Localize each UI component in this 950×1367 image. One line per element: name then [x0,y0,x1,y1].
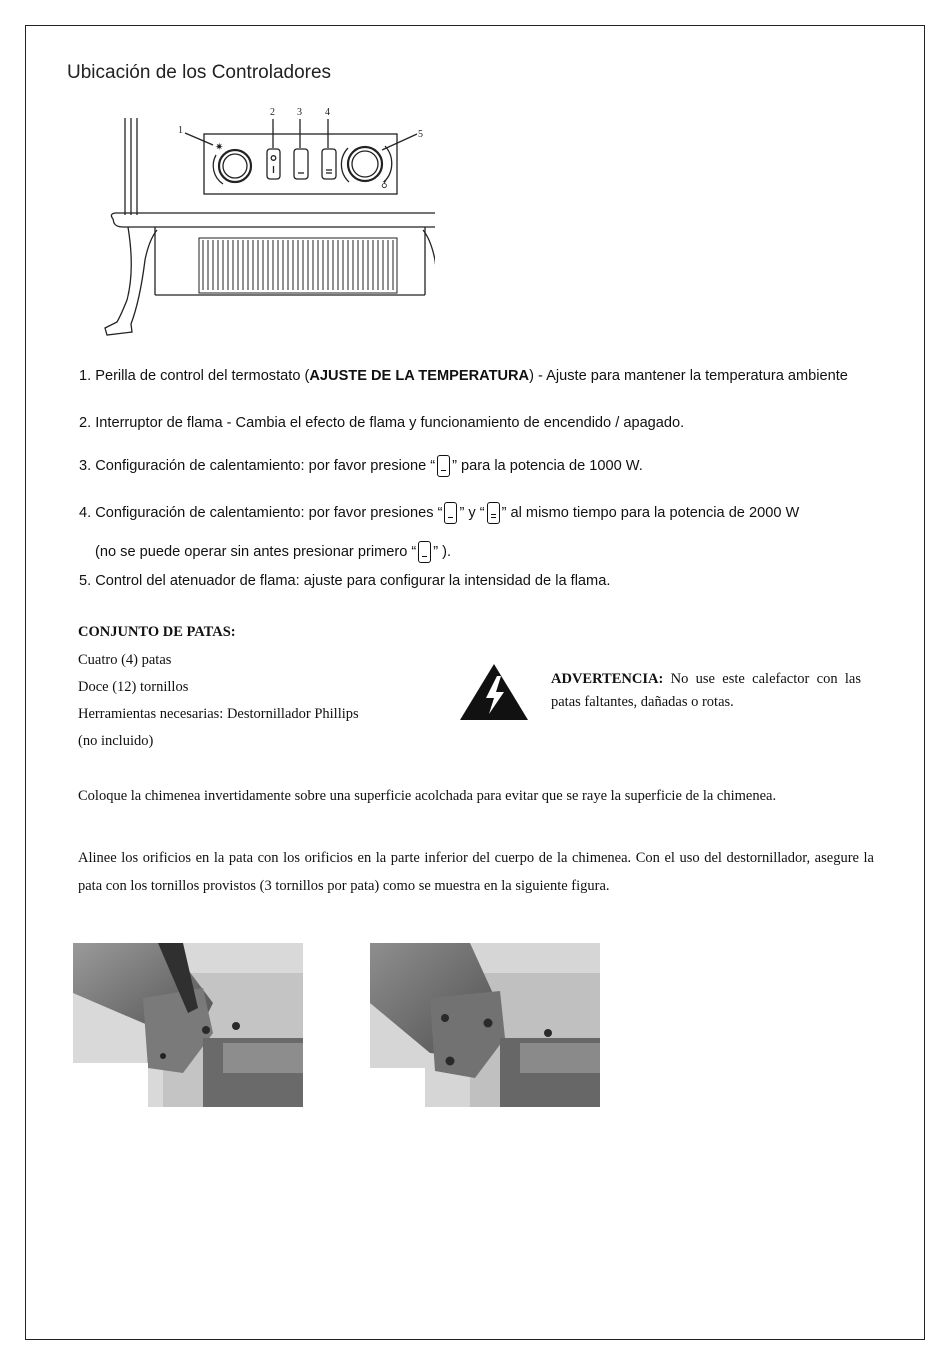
sun-icon: ✷ [215,142,224,153]
heat-button-1-icon [418,541,431,563]
legs-list-item: Doce (12) tornillos [78,679,189,695]
callout-1: 1 [178,125,183,136]
legs-list-item: (no incluido) [78,733,154,749]
item-5: 5. Control del atenuador de flama: ajuste para configurar la intensidad de la flama. [79,573,611,589]
legs-list-item: Cuatro (4) patas [78,652,172,668]
item-2: 2. Interruptor de flama - Cambia el efecto de flama y funcionamiento de encendido / apagado. [79,415,685,431]
item-1 [79,365,875,387]
item-4-text-after: ” al mismo tiempo para la potencia de 2000 W [501,505,800,521]
paragraph-1: Coloque la chimenea invertidamente sobre una superficie acolchada para evitar que se raye la superficie de la chimenea. [78,788,777,804]
item-4-text-middle: ” y “ [459,505,485,521]
callout-3: 3 [297,107,302,118]
legs-list-item: Herramientas necesarias: Destornillador Phillips [78,706,359,722]
section-title: Ubicación de los Controladores [67,62,332,83]
item-3-text-after: ” para la potencia de 1000 W. [452,458,643,474]
warning-message: No use este calefactor con las patas faltantes, dañadas o rotas. [551,671,862,710]
heat-button-2-icon [487,502,500,524]
leg-assembly-photo-2 [370,943,600,1107]
heat-button-1-icon [444,502,457,524]
warning-electric-icon [458,662,530,722]
leg-assembly-photo-1 [73,943,303,1107]
item-4 [79,502,875,524]
legs-heading: CONJUNTO DE PATAS: [78,624,236,640]
item-4-note [95,541,795,563]
warning-label: ADVERTENCIA: [551,671,664,687]
callout-4: 4 [325,107,330,118]
item-1-prefix: 1. Perilla de control del termostato ( [79,368,310,384]
item-4-note-after: ” ). [433,544,452,560]
item-4-text-before: 4. Configuración de calentamiento: por favor presiones “ [79,505,443,521]
item-3-text-before: 3. Configuración de calentamiento: por favor presione “ [79,458,436,474]
warning-text [551,668,861,714]
callout-5: 5 [418,129,423,140]
item-3 [79,455,875,477]
item-1-suffix: ) - Ajuste para mantener la temperatura ambiente [529,368,848,384]
heat-button-1-icon [437,455,450,477]
callout-2: 2 [270,107,275,118]
control-panel-diagram [95,100,435,345]
item-1-bold: AJUSTE DE LA TEMPERATURA [309,368,530,384]
bulb-icon: ♁ [381,181,388,191]
paragraph-2: Alinee los orificios en la pata con los orificios en la parte inferior del cuerpo de la chimenea. Con el uso del destornillador, asegure la pata con los tornillos provistos (3 tornillos por pata) como se muestra en la siguiente figura. [78,850,874,894]
item-4-note-before: (no se puede operar sin antes presionar primero “ [95,544,417,560]
